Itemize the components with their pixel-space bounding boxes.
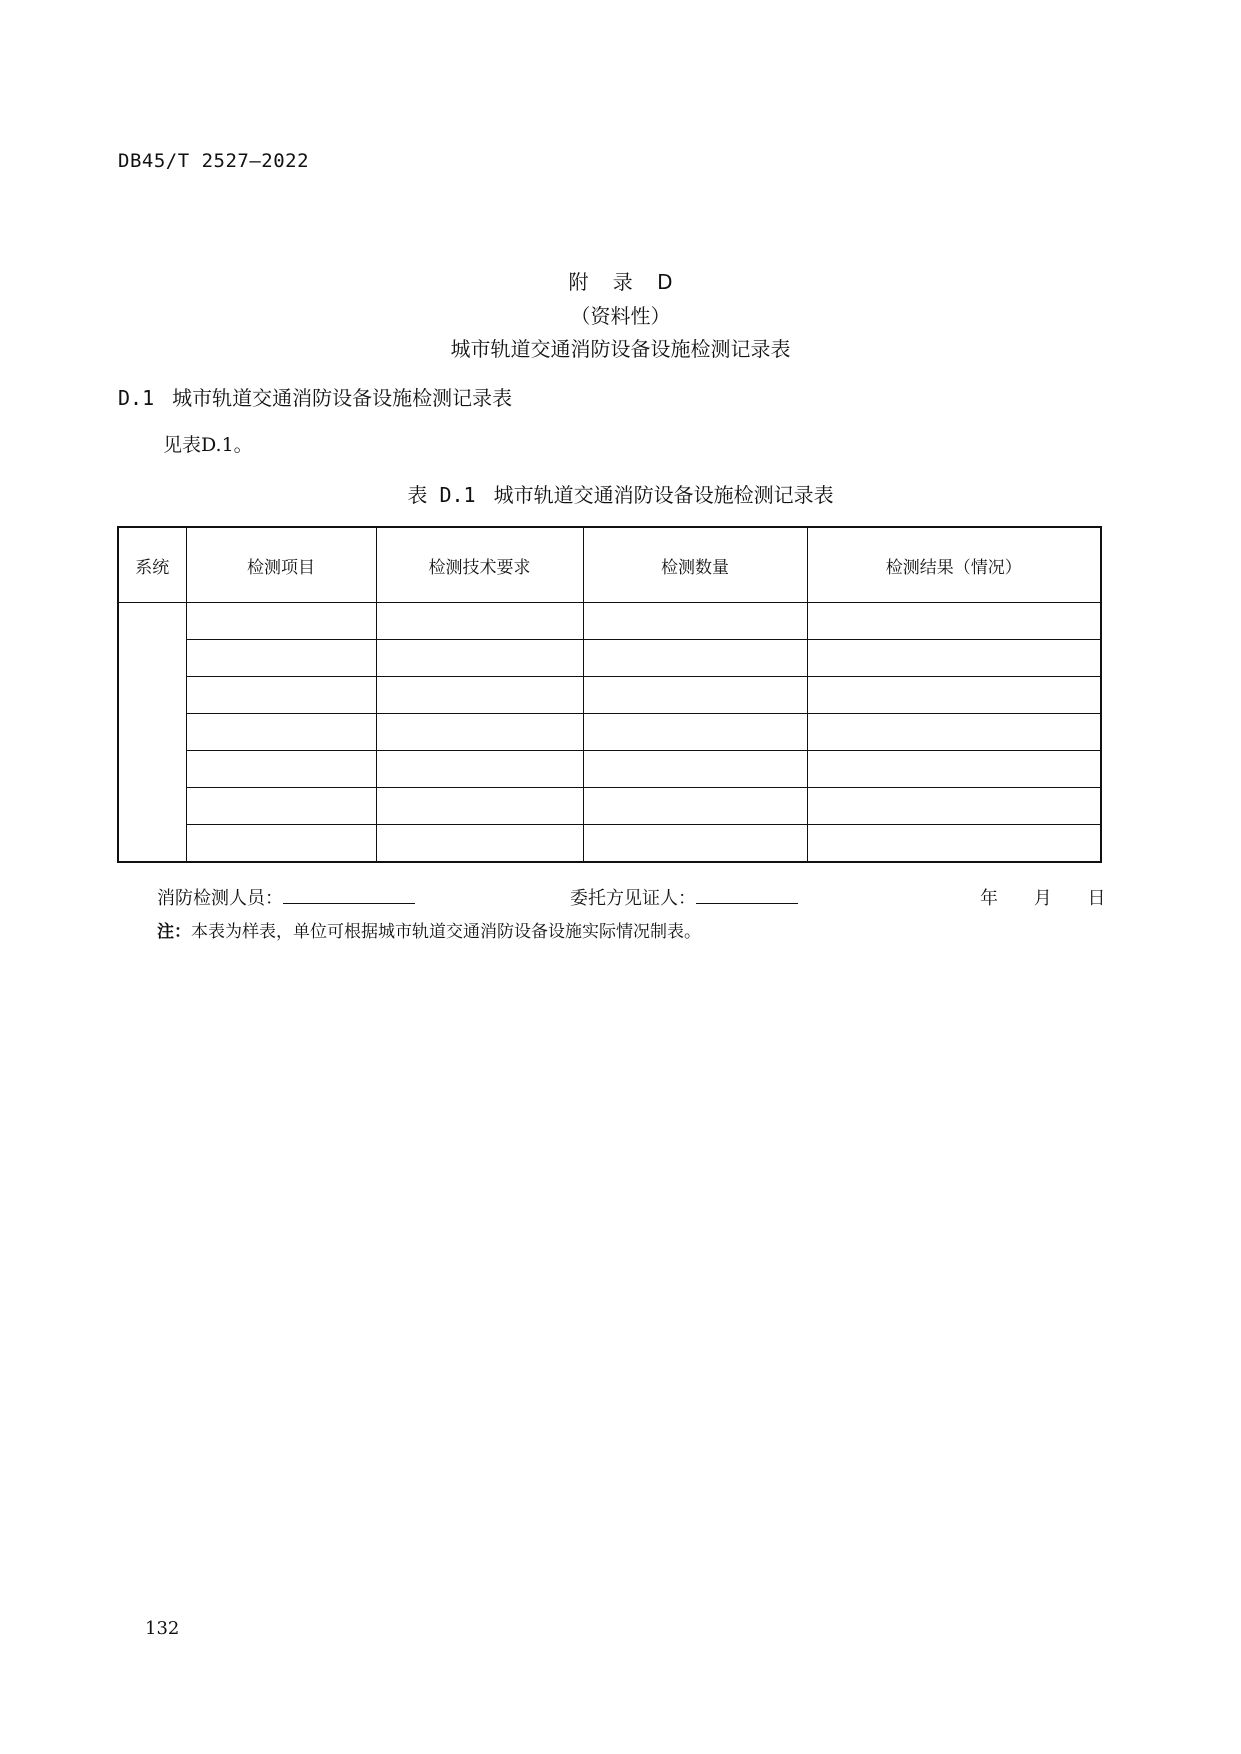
table-cell	[807, 788, 1101, 825]
table-caption-title: 城市轨道交通消防设备设施检测记录表	[493, 483, 834, 507]
col-header-requirement: 检测技术要求	[376, 527, 583, 603]
table-cell	[583, 714, 807, 751]
witness-blank	[696, 887, 798, 904]
table-cell	[583, 677, 807, 714]
table-cell	[376, 603, 583, 640]
appendix-name: 城市轨道交通消防设备设施检测记录表	[450, 337, 791, 361]
table-cell	[186, 714, 376, 751]
table-row	[118, 751, 1101, 788]
table-caption	[0, 479, 1241, 508]
note-text: 本表为样表，单位可根据城市轨道交通消防设备设施实际情况制表。	[191, 922, 701, 942]
table-cell	[807, 677, 1101, 714]
appendix-title: 附 录 D	[568, 270, 673, 294]
appendix-nature: （资料性）	[570, 304, 671, 328]
table-cell	[186, 603, 376, 640]
inspector-blank	[283, 887, 415, 904]
section-number: D.1	[118, 386, 155, 410]
section-title: 城市轨道交通消防设备设施检测记录表	[172, 386, 513, 410]
table-cell	[376, 825, 583, 863]
table-cell	[376, 714, 583, 751]
table-cell	[376, 751, 583, 788]
table-caption-number: 表 D.1	[407, 483, 476, 507]
inspector-label: 消防检测人员：	[157, 888, 283, 909]
witness-signature	[570, 884, 798, 910]
table-row	[118, 603, 1101, 640]
col-header-system: 系统	[118, 527, 186, 603]
col-header-quantity: 检测数量	[583, 527, 807, 603]
inspector-signature	[157, 884, 415, 910]
table-row	[118, 677, 1101, 714]
table-cell	[807, 714, 1101, 751]
system-cell	[118, 603, 186, 863]
table-cell	[583, 788, 807, 825]
document-code: DB45/T 2527—2022	[118, 150, 310, 172]
record-table	[117, 526, 1102, 863]
table-cell	[583, 825, 807, 863]
table-cell	[583, 751, 807, 788]
page-number: 132	[145, 1618, 180, 1639]
witness-label: 委托方见证人：	[570, 888, 696, 909]
table-row	[118, 825, 1101, 863]
sign-date: 年 月 日	[980, 888, 1106, 909]
table-cell	[376, 677, 583, 714]
table-cell	[807, 751, 1101, 788]
table-cell	[807, 640, 1101, 677]
table-cell	[186, 825, 376, 863]
table-cell	[186, 640, 376, 677]
table-cell	[583, 603, 807, 640]
table-cell	[807, 825, 1101, 863]
section-body: 见表D.1。	[163, 434, 253, 456]
table-row	[118, 788, 1101, 825]
table-cell	[807, 603, 1101, 640]
table-header-row	[118, 527, 1101, 603]
table-cell	[186, 751, 376, 788]
section-heading	[118, 382, 512, 411]
col-header-item: 检测项目	[186, 527, 376, 603]
table-cell	[376, 640, 583, 677]
table-cell	[186, 677, 376, 714]
table-cell	[376, 788, 583, 825]
table-cell	[186, 788, 376, 825]
table-note	[157, 917, 701, 942]
col-header-result: 检测结果（情况）	[807, 527, 1101, 603]
table-row	[118, 714, 1101, 751]
table-row	[118, 640, 1101, 677]
table-cell	[583, 640, 807, 677]
note-label: 注：	[157, 922, 191, 942]
